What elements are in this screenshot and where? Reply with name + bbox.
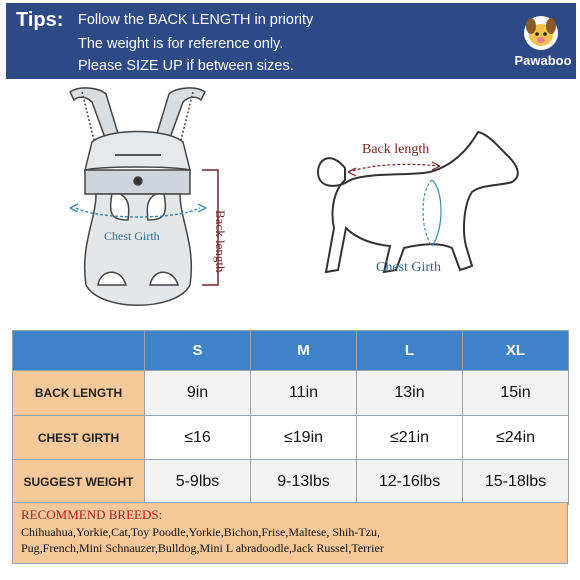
size-header-m: M xyxy=(251,331,357,371)
tip-line-2: The weight is for reference only. xyxy=(78,36,284,52)
table-cell: 13in xyxy=(357,371,463,416)
table-cell: 12-16lbs xyxy=(357,460,463,505)
tip-line-3: Please SIZE UP if between sizes. xyxy=(78,58,294,74)
breeds-line-2: Pug,French,Mini Schnauzer,Bulldog,Mini L abradoodle,Jack Russel,Terrier xyxy=(21,541,384,555)
brand-name: Pawaboo xyxy=(514,53,572,68)
breeds-title: RECOMMEND BREEDS: xyxy=(21,507,163,522)
table-cell: ≤21in xyxy=(357,416,463,460)
dog-back-length-label: Back length xyxy=(362,142,430,157)
size-header-xl: XL xyxy=(463,331,569,371)
table-cell: ≤19in xyxy=(251,416,357,460)
size-header-row xyxy=(13,331,569,371)
table-cell: 11in xyxy=(251,371,357,416)
table-row-suggest-weight xyxy=(13,460,569,505)
table-cell: ≤24in xyxy=(463,416,569,460)
table-cell: 9-13lbs xyxy=(251,460,357,505)
pet-carrier-icon xyxy=(70,88,218,305)
measurement-illustration xyxy=(0,80,580,330)
row-label: SUGGEST WEIGHT xyxy=(13,460,145,505)
carrier-and-dog-diagram xyxy=(0,80,580,330)
recommended-breeds-box xyxy=(12,502,568,564)
table-cell: 15-18lbs xyxy=(463,460,569,505)
dog-chest-girth-label: Chest Girth xyxy=(376,260,441,275)
table-cell: 9in xyxy=(145,371,251,416)
size-header-l: L xyxy=(357,331,463,371)
table-cell: 15in xyxy=(463,371,569,416)
table-cell: 5-9lbs xyxy=(145,460,251,505)
row-label: CHEST GIRTH xyxy=(13,416,145,460)
tips-banner xyxy=(6,3,576,79)
row-label: BACK LENGTH xyxy=(13,371,145,416)
table-row-back-length xyxy=(13,371,569,416)
size-chart-table xyxy=(12,330,569,505)
carrier-back-length-label: Back length xyxy=(213,210,228,273)
carrier-chest-girth-label: Chest Girth xyxy=(104,229,160,243)
size-header-s: S xyxy=(145,331,251,371)
tips-heading: Tips: xyxy=(16,9,64,31)
brand-logo xyxy=(503,9,575,75)
tip-line-1: Follow the BACK LENGTH in priority xyxy=(78,12,314,28)
table-row-chest-girth xyxy=(13,416,569,460)
table-cell: ≤16 xyxy=(145,416,251,460)
breeds-line-1: Chihuahua,Yorkie,Cat,Toy Poodle,Yorkie,Bichon,Frise,Maltese, Shih-Tzu, xyxy=(21,525,381,539)
header-corner xyxy=(13,331,145,371)
